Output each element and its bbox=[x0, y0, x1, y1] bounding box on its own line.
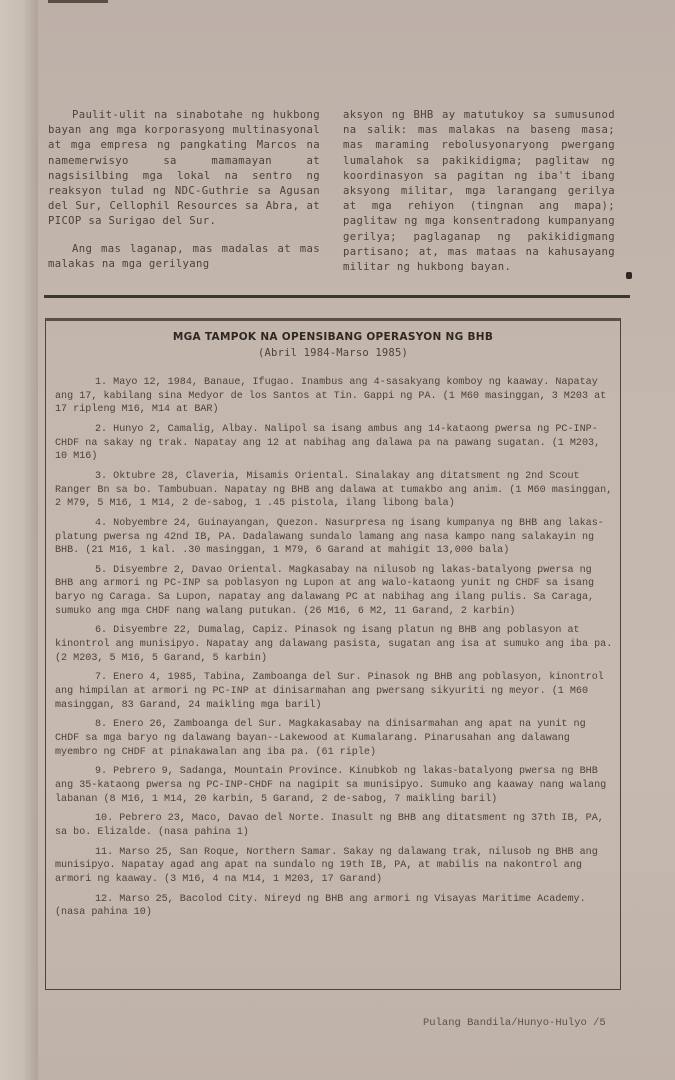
section-divider bbox=[44, 295, 630, 298]
box-subtitle: (Abril 1984-Marso 1985) bbox=[258, 347, 408, 359]
end-bullet-icon bbox=[626, 272, 632, 279]
list-item: 1. Mayo 12, 1984, Banaue, Ifugao. Inambus ang 4-sasakyang komboy ng kaaway. Napatay ang 17, kabilang sina Medyor de los Santos at Tin. Gappi ng PA. (1 M60 masinggan, 3 M203 at 17 ripleng M16, M14 at BAR) bbox=[55, 377, 607, 416]
list-item: 5. Disyembre 2, Davao Oriental. Magkasabay na nilusob ng lakas-batalyong pwersa ng BHB ang armori ng PC-INP sa poblasyon ng Lupon at ang walo-kataong yunit ng CHDF sa isang baryo ng Caraga. Sa Lupon, napatay ang dalawang PC at nabihag ang ilang pulis. Sa Caraga, sumuko ang mga CHDF nang walang putukan. (26 M16, 6 M2, 11 Garand, 2 karbin) bbox=[55, 564, 595, 617]
list-item: 8. Enero 26, Zamboanga del Sur. Magkakasabay na dinisarmahan ang apat na yunit ng CHDF sa mga baryo ng dalawang bayan--Lakewood at Kumalarang. Pinarusahan ang dalawang myembro ng CHDF at pinakawalan ang iba pa. (61 riple) bbox=[55, 719, 586, 758]
operations-list bbox=[55, 376, 613, 926]
right-paragraph-1: aksyon ng BHB ay matutukoy sa sumusunod na salik: mas malakas na baseng masa; mas maraming rebolusyonaryong pwergang lumalahok sa pakikidigma; paglitaw ng koordinasyon sa pagitan ng iba't ibang aksyong militar, mga larangang gerilya at mga rehiyon (tingnan ang mapa); paglitaw ng mga konsentradong kumpanyang gerilya; paglaganap ng pakikidigmang partisano; at, mas mataas na kahusayang militar ng hukbong bayan. bbox=[343, 109, 615, 274]
box-title: MGA TAMPOK NA OPENSIBANG OPERASYON NG BHB bbox=[172, 331, 494, 343]
list-item: 10. Pebrero 23, Maco, Davao del Norte. Inasult ng BHB ang ditatsment ng 37th IB, PA, sa bo. Elizalde. (nasa pahina 1) bbox=[55, 813, 604, 838]
list-item: 7. Enero 4, 1985, Tabina, Zamboanga del Sur. Pinasok ng BHB ang poblasyon, kinontrol ang himpilan at armori ng PC-INP at dinisarmahan ang pwersang sikyuriti ng meyor. (1 M60 masinggan, 83 Garand, 24 maikling mga baril) bbox=[55, 672, 604, 711]
operations-box bbox=[45, 318, 621, 990]
list-item: 9. Pebrero 9, Sadanga, Mountain Province. Kinubkob ng lakas-batalyong pwersa ng BHB ang 35-kataong pwersa ng PC-INP-CHDF na nagipit sa munisipyo. Sumuko ang kaaway nang walang labanan (8 M16, 1 M14, 20 karbin, 5 Garand, 2 de-sabog, 7 maikling baril) bbox=[55, 766, 607, 805]
list-item: 6. Disyembre 22, Dumalag, Capiz. Pinasok ng isang platun ng BHB ang poblasyon at kinontrol ang munisipyo. Napatay ang dalawang pasista, sugatan ang isa at sumuko ang iba pa. (2 M203, 5 M16, 5 Garand, 5 karbin) bbox=[55, 625, 613, 664]
page-edge bbox=[0, 0, 42, 1080]
left-paragraph-1: Paulit-ulit na sinabotahe ng hukbong bayan ang mga korporasyong multinasyonal at mga empresa ng pangkating Marcos na namemerwisyo sa mamamayan at nagsisilbing mga lokal na sentro ng reaksyon tulad ng NDC-Guthrie sa Agusan del Sur, Cellophil Resources sa Abra, at PICOP sa Surigao del Sur. bbox=[48, 109, 320, 228]
list-item: 12. Marso 25, Bacolod City. Nireyd ng BHB ang armori ng Visayas Maritime Academy. (nasa pahina 10) bbox=[55, 893, 586, 919]
top-strip bbox=[48, 0, 108, 3]
left-column bbox=[48, 108, 320, 284]
list-item: 4. Nobyembre 24, Guinayangan, Quezon. Nasurpresa ng isang kumpanya ng BHB ang lakas-platung pwersa ng 42nd IB, PA. Dadalawang sundalo lamang ang nasa kampo nang salakayin ng BHB. (21 M16, 1 kal. .30 masinggan, 1 M79, 6 Garand at mahigit 13,000 bala) bbox=[55, 517, 604, 557]
right-column bbox=[343, 108, 615, 287]
list-item: 11. Marso 25, San Roque, Northern Samar. Sakay ng dalawang trak, nilusob ng BHB ang munisipyo. Napatay agad ang apat na sundalo ng 19th IB, PA, at mabilis na nakontrol ang armori ng kaaway. (3 M16, 4 na M14, 1 M203, 17 Garand) bbox=[55, 846, 598, 885]
running-footer: Pulang Bandila/Hunyo-Hulyo /5 bbox=[423, 1017, 606, 1029]
left-paragraph-2: Ang mas laganap, mas madalas at mas malakas na mga gerilyang bbox=[48, 242, 320, 270]
list-item: 3. Oktubre 28, Claveria, Misamis Oriental. Sinalakay ang ditatsment ng 2nd Scout Ranger Bn sa bo. Tambubuan. Napatay ng BHB ang dalawa at tumakbo ang anim. (1 M60 masinggan, 2 M79, 5 M16, 1 M14, 2 de-sabog, 1 .45 pistola, ilang libong bala) bbox=[55, 470, 613, 510]
list-item: 2. Hunyo 2, Camalig, Albay. Nalipol sa isang ambus ang 14-kataong pwersa ng PC-INP-CHDF na sakay ng trak. Napatay ang 12 at nabihag ang dalawa pa na pawang sugatan. (1 M203, 10 M16) bbox=[55, 423, 601, 463]
